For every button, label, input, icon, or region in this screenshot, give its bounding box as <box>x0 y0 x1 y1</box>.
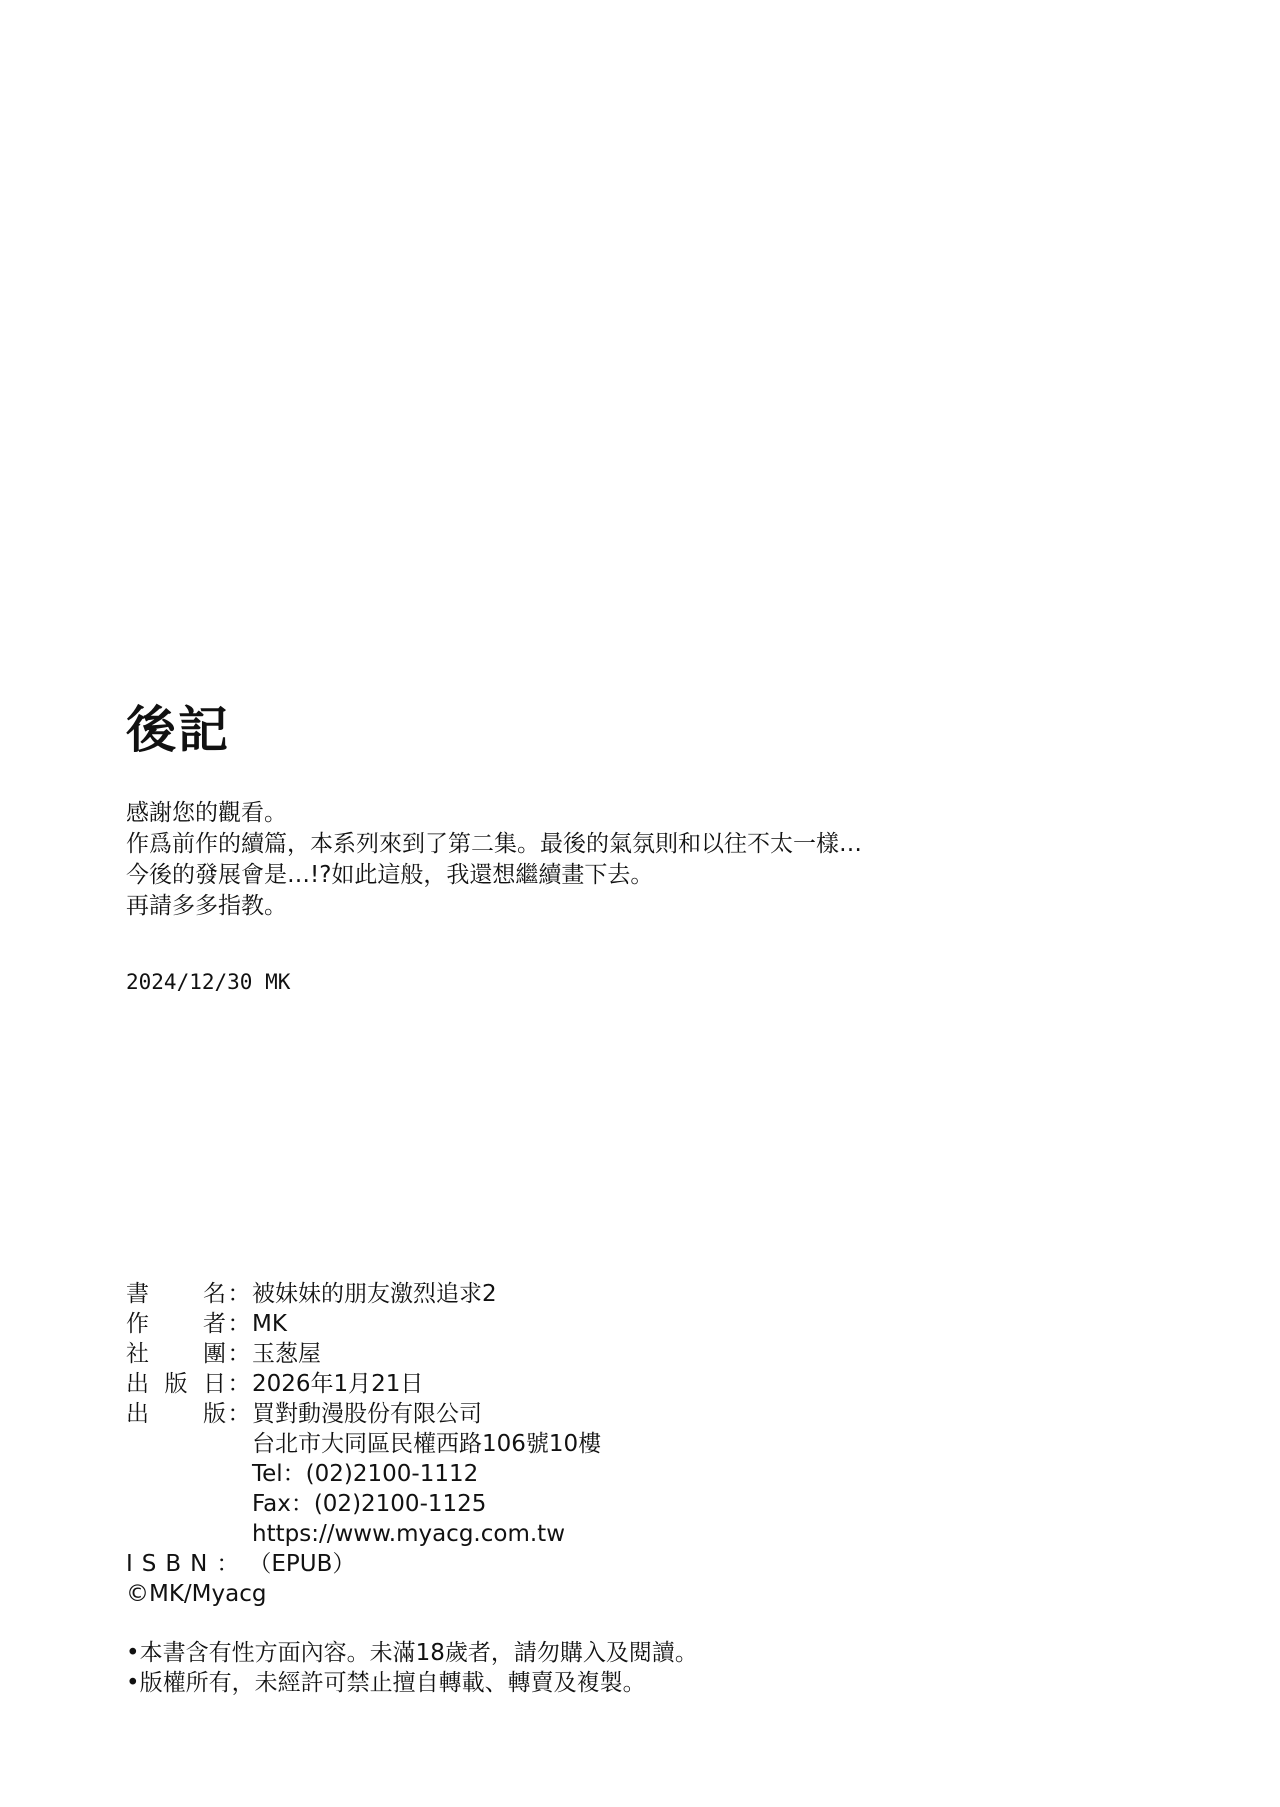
colophon-row-tel <box>126 1459 601 1489</box>
afterword-line: 作爲前作的續篇，本系列來到了第二集。最後的氣氛則和以往不太一樣… <box>126 831 862 857</box>
colophon-colon: ： <box>227 1311 251 1337</box>
publisher-tel: Tel：(02)2100-1112 <box>252 1461 479 1487</box>
notice-line: •版權所有，未經許可禁止擅自轉載、轉賣及複製。 <box>126 1670 646 1696</box>
colophon-label: 社團 <box>126 1341 226 1367</box>
colophon-colon: ： <box>227 1341 251 1367</box>
publisher-name: 買對動漫股份有限公司 <box>252 1401 482 1427</box>
afterword-line: 感謝您的觀看。 <box>126 800 287 826</box>
colophon-row-publisher <box>126 1399 601 1429</box>
publisher-address: 台北市大同區民權西路106號10樓 <box>252 1431 602 1457</box>
notice-line: •本書含有性方面內容。未滿18歲者，請勿購入及閱讀。 <box>126 1640 698 1666</box>
colophon <box>126 1279 601 1609</box>
colophon-colon: ： <box>227 1371 251 1397</box>
legal-notices <box>126 1638 698 1698</box>
afterword-title: 後記 <box>126 701 230 759</box>
colophon-colon: ： <box>227 1281 251 1307</box>
publish-date-value: 2026年1月21日 <box>252 1371 424 1397</box>
isbn-label: ISBN： <box>126 1551 249 1577</box>
afterword-signature: 2024/12/30 MK <box>126 970 291 994</box>
publisher-url: https://www.myacg.com.tw <box>252 1521 566 1547</box>
colophon-row-author <box>126 1309 601 1339</box>
circle-value: 玉葱屋 <box>252 1341 321 1367</box>
colophon-row-circle <box>126 1339 601 1369</box>
colophon-row-copyright <box>126 1579 601 1609</box>
colophon-row-publish-date <box>126 1369 601 1399</box>
colophon-label: 出版日 <box>126 1371 226 1397</box>
afterword-line: 再請多多指教。 <box>126 893 287 919</box>
colophon-row-isbn <box>126 1549 601 1579</box>
colophon-label: 書名 <box>126 1281 226 1307</box>
isbn-value: （EPUB） <box>248 1551 356 1577</box>
author-value: MK <box>252 1311 287 1337</box>
colophon-row-book-title <box>126 1279 601 1309</box>
colophon-label: 出版 <box>126 1401 226 1427</box>
colophon-colon: ： <box>227 1401 251 1427</box>
publisher-fax: Fax：(02)2100-1125 <box>252 1491 487 1517</box>
book-title-value: 被妹妹的朋友激烈追求2 <box>252 1281 497 1307</box>
copyright-text: ©MK/Myacg <box>126 1581 267 1607</box>
afterword-line: 今後的發展會是…!?如此這般，我還想繼續畫下去。 <box>126 862 654 888</box>
colophon-row-url <box>126 1519 601 1549</box>
afterword-body <box>126 798 862 922</box>
colophon-row-fax <box>126 1489 601 1519</box>
colophon-row-address <box>126 1429 601 1459</box>
colophon-label: 作者 <box>126 1311 226 1337</box>
